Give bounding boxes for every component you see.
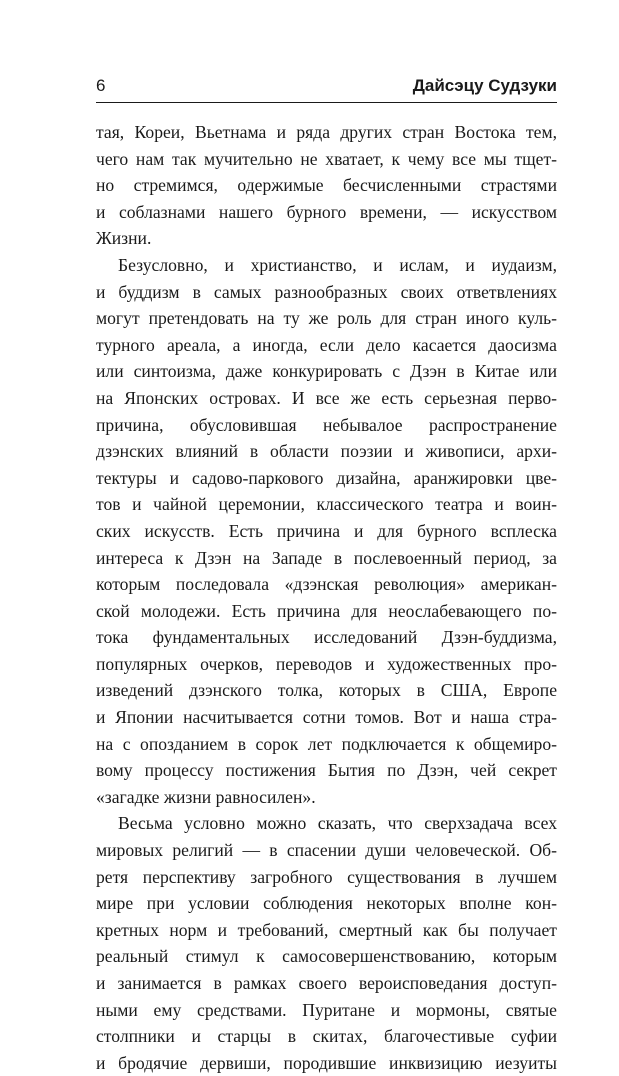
text-line: популярных очерков, переводов и художественных про- — [96, 653, 557, 674]
paragraph — [96, 810, 557, 1076]
author-name: Дайсэцу Судзуки — [412, 76, 557, 95]
text-line: причина, обусловившая небывалое распространение — [96, 414, 557, 435]
text-line: интереса к Дзэн на Западе в послевоенный период, за — [96, 547, 557, 568]
text-line: мировых религий — в спасении души человеческой. Об- — [96, 840, 557, 861]
text-line: тов и чайной церемонии, классического театра и воин- — [96, 494, 557, 515]
book-page — [96, 76, 557, 1076]
text-line: Весьма условно можно сказать, что сверхзадача всех — [118, 813, 557, 834]
text-line: изведений дзэнского толка, которых в США, Европе — [96, 680, 557, 701]
paragraph — [96, 119, 557, 252]
text-line: тектуры и садово-паркового дизайна, аранжировки цве- — [96, 467, 557, 488]
text-line: ными ему средствами. Пуритане и мормоны, святые — [96, 999, 557, 1020]
text-line: на с опозданием в сорок лет подключается к общемиро- — [96, 733, 557, 754]
text-line: кретных норм и требований, смертный как бы получает — [96, 919, 557, 940]
text-line: которым последовала «дзэнская революция» американ- — [96, 574, 557, 595]
paragraph — [96, 252, 557, 810]
text-line: тока фундаментальных исследований Дзэн-буддизма, — [96, 627, 557, 648]
text-line: турного ареала, а иногда, если дело касается даосизма — [96, 334, 557, 355]
text-line: реальный стимул к самосовершенствованию, которым — [96, 946, 557, 967]
text-line: но стремимся, одержимые бесчисленными страстями — [96, 175, 557, 196]
text-line: и бродячие дервиши, породившие инквизицию иезуиты — [96, 1052, 557, 1073]
text-line: тая, Кореи, Вьетнама и ряда других стран Востока тем, — [96, 122, 557, 142]
text-line: дзэнских влияний в области поэзии и живописи, архи- — [96, 441, 557, 462]
body-text — [96, 119, 557, 1076]
running-header — [96, 76, 557, 103]
text-line: мире при условии соблюдения некоторых вполне кон- — [96, 893, 557, 914]
text-line: и Японии насчитывается сотни томов. Вот и наша стра- — [96, 707, 557, 728]
text-line: и соблазнами нашего бурного времени, — искусством — [96, 201, 557, 222]
text-line: на Японских островах. И все же есть серьезная перво- — [96, 387, 557, 408]
text-line: и занимается в рамках своего вероисповедания доступ- — [96, 973, 557, 993]
text-line: и буддизм в самых разнообразных своих ответвлениях — [96, 281, 557, 302]
text-line: могут претендовать на ту же роль для стран иного куль- — [96, 308, 557, 329]
page-number: 6 — [96, 76, 106, 95]
text-line: ской молодежи. Есть причина для неослабевающего по- — [96, 600, 557, 621]
text-line: Жизни. — [96, 228, 152, 249]
text-line: Безусловно, и христианство, и ислам, и иудаизм, — [118, 254, 557, 275]
text-line: чего нам так мучительно не хватает, к чему все мы тщет- — [96, 148, 557, 169]
text-line: вому процессу постижения Бытия по Дзэн, чей секрет — [96, 760, 557, 781]
text-line: ретя перспективу загробного существования в лучшем — [96, 866, 557, 887]
text-line: столпники и старцы в скитах, благочестивые суфии — [96, 1026, 557, 1047]
text-line: или синтоизма, даже конкурировать с Дзэн в Китае или — [96, 361, 557, 382]
text-line: «загадке жизни равносилен». — [96, 786, 316, 807]
text-line: ских искусств. Есть причина и для бурного всплеска — [96, 520, 557, 541]
